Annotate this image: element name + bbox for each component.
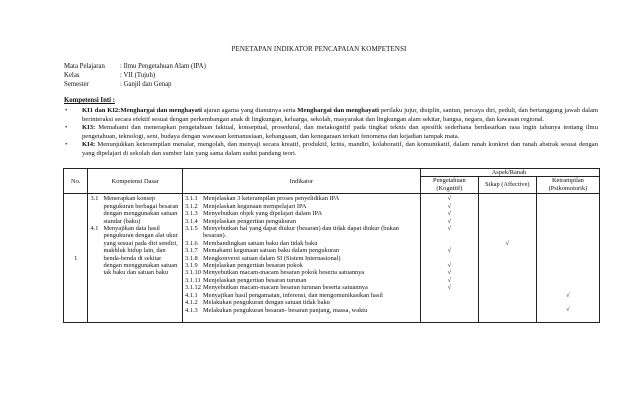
sikap-check — [479, 292, 536, 307]
header-no: No. — [64, 169, 88, 194]
keterampilan-check: √ — [566, 291, 570, 299]
indicator-line — [185, 262, 418, 269]
ki-item — [64, 107, 598, 124]
indicator-line — [185, 240, 418, 247]
indicator-line — [185, 299, 418, 306]
pengetahuan-check: √ — [447, 269, 452, 277]
kd-entry — [90, 225, 179, 277]
bullet-icon: • — [65, 107, 68, 114]
indicator-number: 3.1.8 — [184, 254, 198, 262]
indicator-line — [185, 210, 418, 217]
pengetahuan-check — [421, 306, 478, 313]
indicator-cell — [182, 194, 420, 323]
header-pengetahuan: Pengetahuan (Kognitif) — [420, 177, 478, 194]
pengetahuan-check: √ — [447, 217, 452, 225]
ki-mid: Menunjukkan keterampilan menalar, mengolah, dan menyaji secara kreatif, produktif, kritis, mandiri, kolaboratif, dan komunikatif, dalam ranah konkret dan ranah abstrak sesuai dengan yang dipelajari di sekolah dan sumber lain yang sama dalam sudut pandang teori. — [82, 141, 598, 157]
pengetahuan-check: √ — [447, 224, 452, 232]
keterampilan-check — [537, 218, 599, 225]
indicator-line — [185, 218, 418, 225]
header-kompetensi-dasar: Kompetensi Dasar — [88, 169, 182, 194]
ki-mid-bold: Menghargai dan menghayati — [297, 107, 379, 114]
kompetensi-inti-list — [64, 107, 598, 159]
pengetahuan-check — [421, 292, 478, 307]
meta-value: : Ganjil dan Genap — [120, 81, 172, 88]
indicator-text: Menjelaskan 3 keterampilan proses penyelidikan IPA — [202, 195, 340, 203]
keterampilan-check — [537, 314, 599, 321]
indicator-text: Menjelaskan pengertian besaran pokok — [202, 262, 303, 270]
kompetensi-dasar-cell — [88, 194, 182, 323]
header-aspek-ranah: Aspek/Ranah — [420, 169, 599, 177]
indicator-text: Melakukan pengukuran besaran- besaran panjang, massa, waktu — [202, 306, 368, 314]
pengetahuan-check: √ — [447, 284, 452, 292]
bullet-icon: • — [65, 124, 68, 132]
kd-number: 3.1 — [90, 195, 99, 203]
meta-label: Semester — [64, 81, 89, 88]
indicator-number: 4.1.3 — [184, 306, 198, 314]
ki-rest: perilaku jujur, disiplin, santun, percaya diri, peduli, dan bertanggung jawab dalam berinteraksi secara efektif sesuai dengan perkembangan anak di lingkungan, keluarga, sekolah, masyarakat dan lingkungan alam sekitar, bangsa, negara, dan kawasan regional. — [82, 107, 599, 123]
sikap-check: √ — [505, 239, 510, 247]
indicator-text: Menyebutkan hal yang dapat diukur (besaran) dan tidak dapat diukur (bukan besaran). — [202, 225, 399, 240]
indicator-number: 3.1.6 — [184, 239, 198, 247]
bullet-icon: • — [65, 141, 68, 149]
pengetahuan-check: √ — [447, 195, 452, 203]
kd-entry — [90, 195, 179, 225]
sikap-check — [479, 269, 536, 276]
pengetahuan-check: √ — [447, 276, 452, 284]
sikap-check — [479, 225, 536, 240]
ki-item — [64, 141, 598, 158]
table-row — [64, 194, 600, 323]
ki-mid: Memahami dan menerapkan pengetahuan faktual, konseptual, prosedural, dan metakognitif pada tingkat teknis dan spesifik sederhana berdasarkan rasa ingin tahunya tentang ilmu pengetahuan, teknologi, seni, budaya dengan wawasan kemanusiaan, kebangsaan, dan kenegaraan terkait fenomena dan kejadian tampak mata. — [82, 124, 598, 140]
indicator-line — [185, 269, 418, 276]
indicator-text: Menjelaskan pengertian besaran turunan — [202, 276, 307, 284]
keterampilan-check — [537, 262, 599, 269]
meta-row — [64, 80, 206, 89]
meta-label: Kelas — [64, 72, 80, 79]
sikap-check — [479, 255, 536, 262]
subject-info — [64, 62, 206, 89]
meta-label: Mata Pelajaran — [64, 63, 105, 70]
pengetahuan-check: √ — [447, 247, 452, 255]
indicator-text: Menyebutkan objek yang dipelajari dalam IPA — [202, 210, 323, 218]
sikap-check — [479, 306, 536, 313]
indicator-number: 3.1.10 — [184, 269, 201, 277]
indicator-text: Memahami kegunaan satuan baku dalam pengukuran — [202, 247, 340, 255]
indicator-number: 3.1.4 — [184, 217, 198, 225]
keterampilan-check — [537, 203, 599, 210]
pengetahuan-check — [421, 314, 478, 321]
indicator-text: Melakukan pengukuran dengan satuan tidak baku — [202, 299, 330, 307]
header-indikator: Indikator — [182, 169, 420, 194]
indicator-line — [185, 277, 418, 284]
keterampilan-check: √ — [566, 306, 570, 314]
indicator-number: 3.1.2 — [184, 202, 198, 210]
sikap-checks — [478, 194, 536, 323]
row-number: 1 — [64, 194, 88, 323]
indicator-number: 4.1.2 — [184, 299, 198, 307]
indicator-number: 4.1.1 — [184, 291, 198, 299]
keterampilan-check — [537, 269, 599, 276]
keterampilan-checks — [536, 194, 599, 323]
pengetahuan-check: √ — [447, 261, 452, 269]
keterampilan-check — [537, 240, 599, 247]
kd-number: 4.1 — [90, 225, 99, 233]
keterampilan-check — [537, 284, 599, 291]
meta-row — [64, 62, 206, 71]
meta-value: : Ilmu Pengetahuan Alam (IPA) — [120, 63, 206, 70]
ki-lead-bold: Menghargai dan menghayati — [120, 107, 202, 114]
meta-value: : VII (Tujuh) — [120, 72, 156, 79]
indicator-number: 3.1.11 — [184, 276, 201, 284]
kd-text: Menerapkan konsep pengukuran berbagai besaran dengan menggunakan satuan standar (baku) — [103, 195, 179, 225]
indicator-text: Membandingkan satuan baku dan tidak baku — [202, 239, 318, 247]
indicator-number: 3.1.1 — [184, 195, 198, 203]
header-sikap: Sikap (Affective) — [478, 177, 536, 194]
indicator-line — [185, 307, 418, 314]
sikap-check — [479, 314, 536, 321]
ki-text — [82, 141, 598, 158]
indicator-table — [63, 168, 600, 323]
sikap-check — [479, 284, 536, 291]
sikap-check — [479, 195, 536, 202]
indicator-line — [185, 284, 418, 291]
indicator-text: Menyajikan hasil pengamatan, inferensi, dan mengomunikasikan hasil — [202, 291, 383, 299]
ki-lead: KI4: — [82, 141, 96, 149]
meta-row — [64, 71, 206, 80]
keterampilan-check — [537, 210, 599, 217]
indicator-number: 3.1.5 — [184, 225, 198, 233]
indicator-number: 3.1.7 — [184, 247, 198, 255]
indicator-text: Menyebutkan macam-macam besaran turunan beserta satuannya — [202, 284, 368, 292]
indicator-text: Menjelaskan kegunaan mempelajari IPA — [202, 202, 307, 210]
page-title: PENETAPAN INDIKATOR PENCAPAIAN KOMPETENSI — [231, 45, 407, 53]
pengetahuan-checks — [420, 194, 478, 323]
kompetensi-inti-heading: Kompetensi Inti : — [64, 97, 115, 104]
sikap-check — [479, 203, 536, 210]
indicator-number: 3.1.12 — [184, 284, 201, 292]
indicator-text: Mengkonversi satuan dalam SI (Sistem Internasional) — [202, 254, 341, 262]
keterampilan-check — [537, 277, 599, 284]
ki-lead: KI1 dan KI2: — [82, 107, 121, 114]
indicator-line — [185, 247, 418, 254]
indicator-line — [185, 255, 418, 262]
ki-text — [82, 124, 598, 141]
pengetahuan-check: √ — [447, 210, 452, 218]
indicator-line — [185, 195, 418, 202]
keterampilan-check — [537, 255, 599, 262]
indicator-number: 3.1.3 — [184, 210, 198, 218]
sikap-check — [479, 262, 536, 269]
pengetahuan-check: √ — [447, 202, 452, 210]
pengetahuan-check — [421, 255, 478, 262]
indicator-text: Menjelaskan pengertian pengukuran — [202, 217, 296, 225]
sikap-check — [479, 218, 536, 225]
sikap-check — [479, 247, 536, 254]
ki-lead: KI3: — [82, 124, 96, 132]
sikap-check — [479, 277, 536, 284]
indicator-line — [185, 292, 418, 299]
ki-text — [82, 107, 598, 124]
keterampilan-check — [537, 195, 599, 202]
keterampilan-check — [537, 247, 599, 254]
kd-text: Menyajikan data hasil pengukuran dengan alat ukur yang sesuai pada diri sendiri, makhluk hidup lain, dan benda-benda di sekitar dengan menggunakan satuan tak baku dan satuan baku — [103, 225, 178, 277]
indicator-line — [185, 203, 418, 210]
keterampilan-check — [537, 225, 599, 240]
indicator-text: Menyebutkan macam-macam besaran pokok beserta satuannya — [202, 269, 365, 277]
indicator-line — [185, 225, 418, 240]
sikap-check — [479, 210, 536, 217]
indicator-number: 3.1.9 — [184, 262, 198, 270]
ki-item — [64, 124, 598, 141]
ki-mid: ajaran agama yang dianutnya serta — [202, 107, 298, 114]
header-keterampilan: Ketrampilan (Psikomotorik) — [536, 177, 599, 194]
